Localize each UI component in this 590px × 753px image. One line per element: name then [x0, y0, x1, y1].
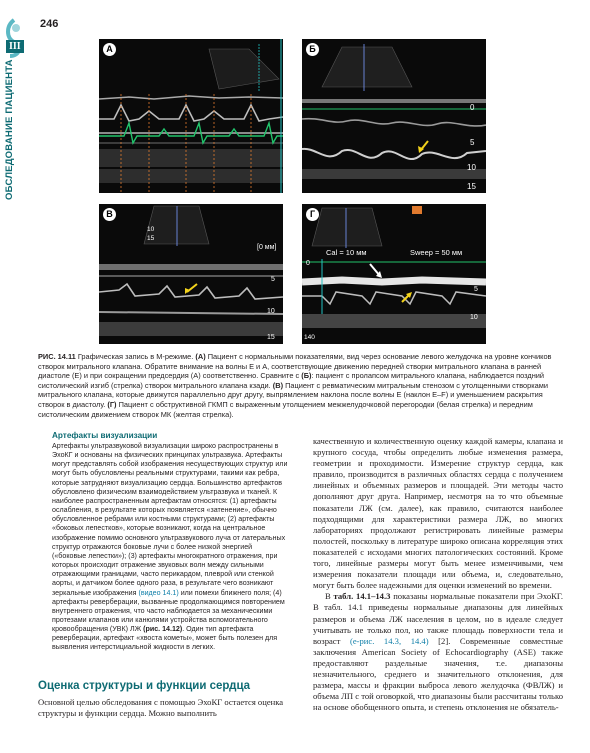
right-column-text: [313, 436, 563, 713]
panel-d-sweep: Sweep = 50 мм: [410, 248, 463, 257]
panel-d-trace: [302, 204, 486, 344]
sidebar-text: Артефакты ультразвуковой визуализации широко распространены в ЭхоКГ и основаны на физических принципах ультразвука. Артефакты могут представлять собой изображения несуществующих структур или могут быть обусловлены реальными структурами, такими как ребра, которые затрудняют визуализацию сердца. Большинство артефактов обусловлено физическим взаимодействием ультразвука и тканей. К наиболее распространенным артефактам относятся: (1) артефакты ослабления, в результате которых появляется «затенение», обычно обусловленное ребрами или костными структурами; (2) артефакты «боковых лепестков», которые возникают, когда на центральное изображение помимо основного ультразвукового луча от латеральных структур отражаются боковые лучи с более низкой энергией («боковые лепестки»); (3) артефакты многократного отражения, при которых происходит отражение звуковых волн между сильными отражающими границами, часто перикардом, плеврой или стенкой аорты, и датчиком более одного раза, в результате чего возникают зеркальные изображения (видео 14.1) или помехи ближнего поля; (4) артефакты реверберации, вызванные продолжающимся повторением внутреннего отражения, что часто наблюдается за механическими протезами клапанов или канюлями устройства вспомогательного кровообращения (УВК) ЛЖ (рис. 14.12). Один тип артефакта реверберации, артефакт «хвоста кометы», может быть полезен для выявления интерстициальной жидкости в легких.: [52, 442, 288, 652]
panel-a-mmode: [99, 39, 283, 193]
panel-c-depth-10: 10: [147, 226, 155, 233]
left-body-text: Основной целью обследования с помощью ЭхоКГ остается оценка структуры и функции сердца. Можно выполнить: [38, 697, 284, 719]
panel-c-depth-15: 15: [147, 235, 155, 242]
panel-c-label: В: [103, 208, 116, 221]
sidebar-title: Артефакты визуализации: [52, 431, 158, 440]
panel-c-mmode: [99, 204, 283, 344]
panel-c-unit: [0 мм]: [257, 244, 277, 251]
e-figure-link[interactable]: (e-рис. 14.3, 14.4): [349, 635, 429, 646]
panel-b-label: Б: [306, 43, 319, 56]
panel-b-scale-3: 15: [467, 182, 476, 191]
panel-d-mmode: [302, 204, 486, 344]
panel-c-scale-5: 5: [271, 276, 275, 283]
panel-b-scale-1: 5: [470, 138, 475, 147]
panel-d-scale-10: 10: [470, 314, 478, 321]
panel-c-trace: [99, 204, 283, 344]
figure-caption: РИС. 14.11 Графическая запись в М-режиме. (А) Пациент с нормальными показателями, вид через основание левого желудочка на уровне кончиков створок митрального клапана. Обратите внимание на волны Е и А, соответствующие движению передней створки митрального клапана в ранней диастоле (Е) и при сокращении предсердия (А) соответственно. Сравните с (Б): пациент с пролапсом митрального клапана, наблюдается поздний систолический изгиб (стрелка) створок митрального клапана кзади. (В) Пациент с ревматическим митральным стенозом с утолщенными створками митрального клапана, которые движутся параллельно друг другу, выпрямлением наклона после волны Е (наклон Е–F) и уменьшением раскрытия створок в диастолу. (Г) Пациент с обструктивной ГКМП с выраженным утолщением межжелудочковой перегородки (белая стрелка) и передним систолическим движением створок МК (желтая стрелка).: [38, 352, 552, 419]
panel-b-trace: [302, 39, 486, 193]
page-number: 246: [40, 18, 59, 30]
panel-d-depth: 140: [304, 334, 315, 341]
part-roman: III: [6, 40, 24, 53]
panel-b-mmode: [302, 39, 486, 193]
video-link[interactable]: (видео 14.1): [138, 588, 179, 597]
panel-b-scale-0: 0: [470, 103, 475, 112]
panel-d-scale-0: 0: [306, 260, 310, 267]
panel-c-scale-10: 10: [267, 308, 275, 315]
panel-d-label: Г: [306, 208, 319, 221]
artifacts-sidebar: [38, 425, 296, 673]
panel-a-label: А: [103, 43, 116, 56]
caption-id: РИС. 14.11: [38, 352, 76, 361]
right-paragraph-1: качественную и количественную оценку каждой камеры, клапана и крупного сосуда, чтобы определить любые изменения размера, геометрии и проходимости. Измерение структур сердца, как правило, производится в различных областях сердца с получением линейных и объемных размеров и площадей. Эти методы часто дополняют друг друга. Например, несмотря на то что объемные показатели ЛЖ (см. далее), как правило, считаются наиболее подходящими для характеристики размера ЛЖ, во многих лабораториях продолжают регистрировать линейные размеры полостей, поскольку в литературе широко описана корреляция этих показателей с исходами многих патологических состояний. Кроме того, линейные размеры могут быть менее изменчивыми, чем измерения показатели площади или объема, и, следовательно, могут быть более надежными для оценки изменений во времени.: [313, 436, 563, 591]
panel-a-trace: [99, 39, 283, 193]
side-section-label: ОБСЛЕДОВАНИЕ ПАЦИЕНТА: [4, 59, 15, 200]
panel-d-scale-5: 5: [474, 286, 478, 293]
right-paragraph-2: В табл. 14.1–14.3 показаны нормальные показатели при ЭхоКГ. В табл. 14.1 приведены нормальные диапазоны для линейных размеров и объема ЛЖ населения в целом, но в идеале следует учитывать не только пол, но также площадь поверхности тела и возраст (e-рис. 14.3, 14.4) [2]. Современные совместные заключения American Society of Echocardiography (ASE) также предоставляют раздельные значения, т.е. диапазоны незначительного, среднего и значительного отклонения, для размера, массы и фракции выброса левого желудочка (ФВЛЖ) и объема ЛП с той оговоркой, что диапазоны были рассчитаны только на основе обобщенного опыта, и степень отклонения не обязатель-: [313, 591, 563, 713]
section-heading: Оценка структуры и функции сердца: [38, 680, 251, 692]
panel-d-cal: Cal = 10 мм: [326, 248, 367, 257]
panel-c-scale-15: 15: [267, 334, 275, 341]
figure-ref: (рис. 14.12): [143, 625, 183, 634]
panel-b-scale-2: 10: [467, 163, 476, 172]
side-band: [0, 0, 22, 753]
